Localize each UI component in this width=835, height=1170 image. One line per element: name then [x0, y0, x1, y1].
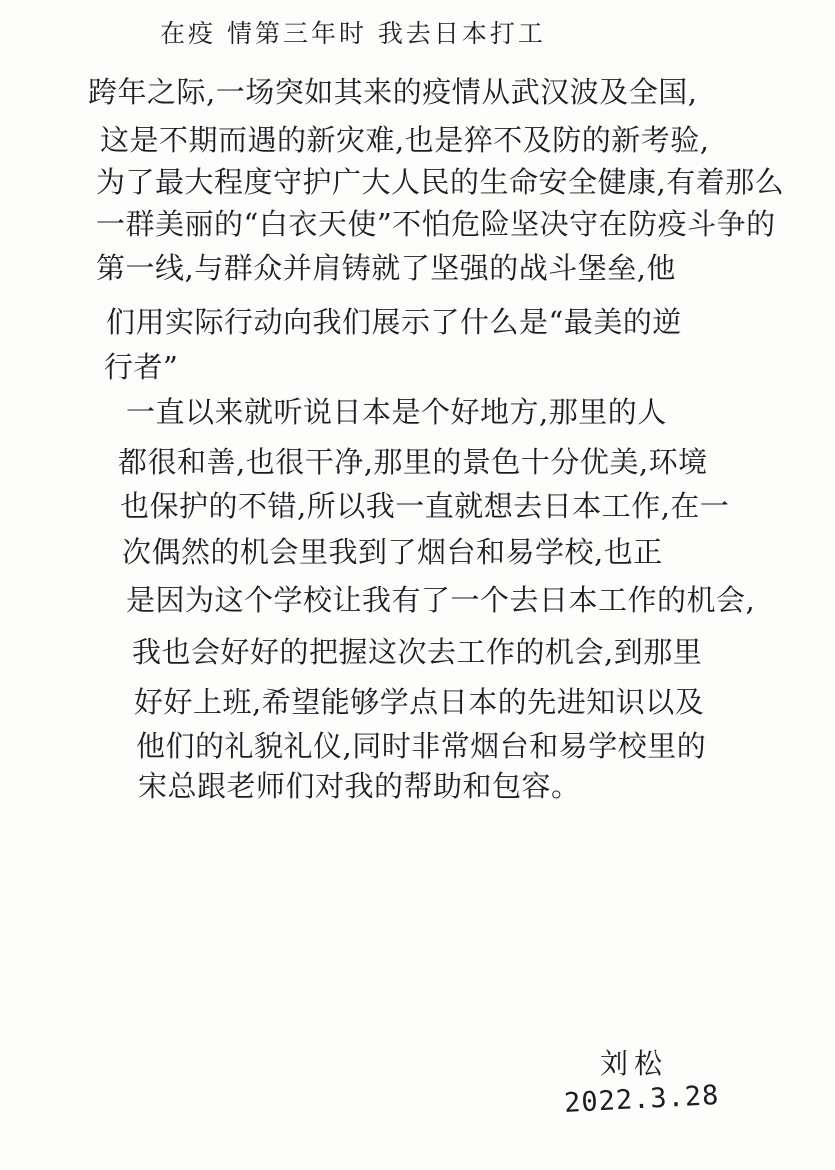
body-line-6: 们用实际行动向我们展示了什么是“最美的逆 — [106, 305, 682, 339]
body-line-9: 都很和善,也很干净,那里的景色十分优美,环境 — [118, 445, 708, 479]
signature-name: 刘松 — [600, 1047, 669, 1080]
body-line-13: 我也会好好的把握这次去工作的机会,到那里 — [132, 635, 703, 669]
body-line-3: 为了最大程度守护广大人民的生命安全健康,有着那么 — [96, 165, 785, 199]
body-line-4: 一群美丽的“白衣天使”不怕危险坚决守在防疫斗争的 — [96, 207, 776, 241]
body-line-10: 也保护的不错,所以我一直就想去日本工作,在一 — [120, 489, 730, 523]
body-line-2: 这是不期而遇的新灾难,也是猝不及防的新考验, — [100, 123, 710, 157]
body-line-5: 第一线,与群众并肩铸就了坚强的战斗堡垒,他 — [96, 251, 676, 285]
body-line-8: 一直以来就听说日本是个好地方,那里的人 — [126, 395, 667, 429]
body-line-15: 他们的礼貌礼仪,同时非常烟台和易学校里的 — [136, 729, 707, 763]
body-line-12: 是因为这个学校让我有了一个去日本工作的机会, — [126, 583, 756, 617]
body-line-11: 次偶然的机会里我到了烟台和易学校,也正 — [122, 535, 663, 569]
body-line-16: 宋总跟老师们对我的帮助和包容。 — [138, 769, 581, 803]
body-line-7: 行者” — [104, 350, 179, 384]
signature-date: 2022.3.28 — [563, 1079, 721, 1119]
body-line-14: 好好上班,希望能够学点日本的先进知识以及 — [134, 685, 705, 719]
body-line-1: 跨年之际,一场突如其来的疫情从武汉波及全国, — [88, 75, 698, 109]
letter-title: 在疫 情第三年时 我去日本打工 — [160, 19, 546, 48]
